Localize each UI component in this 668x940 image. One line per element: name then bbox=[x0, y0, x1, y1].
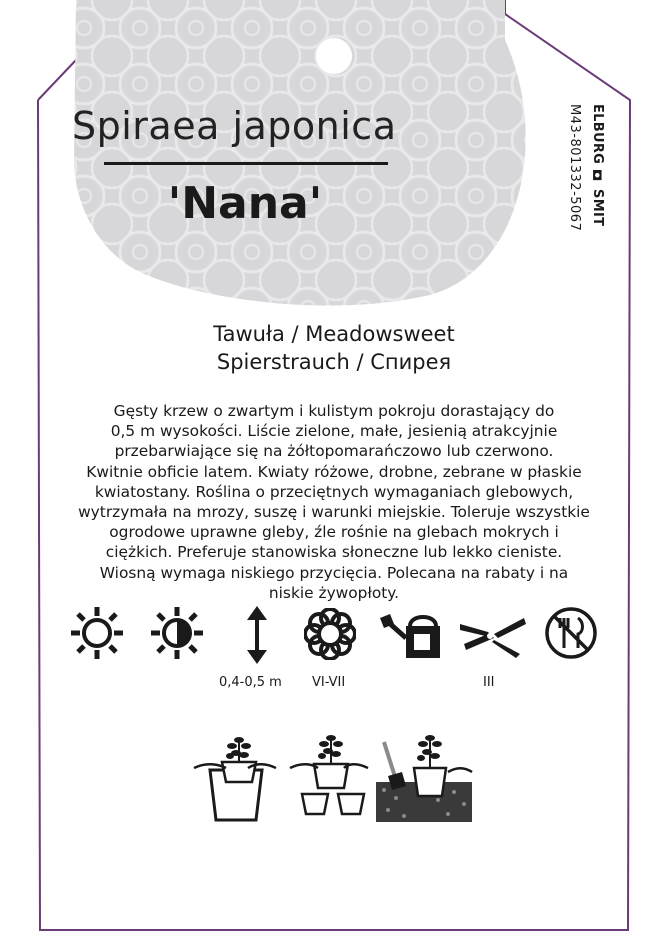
description-line: Kwitnie obficie latem. Kwiaty różowe, drobne, zebrane w płaskie bbox=[86, 462, 582, 481]
description-line: ciężkich. Preferuje stanowiska słoneczne lub lekko cieniste. bbox=[105, 543, 563, 562]
description-line: Wiosną wymaga niskiego przycięcia. Polecana na rabaty i na bbox=[99, 563, 569, 582]
half-shade-icon bbox=[150, 606, 204, 660]
description bbox=[60, 401, 608, 603]
description-line: wytrzymała na mrozy, suszę i warunki miejskie. Toleruje wszystkie bbox=[78, 503, 590, 522]
pruning-shears-icon bbox=[458, 614, 528, 658]
pruning-caption: III bbox=[483, 675, 495, 690]
common-names-line-1: Tawuła / Meadowsweet bbox=[213, 322, 455, 346]
common-names-line-2: Spierstrauch / Спирея bbox=[216, 350, 452, 374]
planting-step-1-illustration bbox=[192, 728, 278, 824]
product-code: M43-801332-5067 bbox=[567, 104, 582, 232]
description-line: 0,5 m wysokości. Liście zielone, małe, jesienią atrakcyjnie bbox=[110, 422, 558, 441]
description-line: niskie żywopłoty. bbox=[268, 583, 400, 602]
description-line: ogrodowe uprawne gleby, źle rośnie na glebach mokrych i bbox=[109, 523, 559, 542]
description-line: przebarwiające się na żółtopomarańczowo lub czerwono. bbox=[114, 442, 554, 461]
height-arrow-icon bbox=[242, 606, 272, 664]
sun-icon bbox=[70, 606, 124, 660]
flower-icon bbox=[304, 608, 356, 660]
planting-step-2-illustration bbox=[288, 728, 370, 820]
description-line: Gęsty krzew o zwartym i kulistym pokroju dorastający do bbox=[113, 402, 555, 420]
brand-name: ELBURG ◘ SMIT bbox=[590, 104, 605, 227]
not-edible-icon bbox=[544, 606, 598, 660]
hang-hole bbox=[316, 38, 352, 74]
latin-name: Spiraea japonica bbox=[72, 104, 397, 148]
height-caption: 0,4-0,5 m bbox=[219, 675, 282, 690]
cultivar-name: 'Nana' bbox=[167, 178, 323, 229]
planting-step-3-illustration bbox=[374, 728, 474, 824]
ornament-pattern bbox=[60, 0, 540, 330]
watering-can-icon bbox=[380, 612, 446, 660]
flowering-caption: VI-VII bbox=[312, 675, 346, 690]
description-line: kwiatostany. Roślina o przeciętnych wymaganiach glebowych, bbox=[94, 482, 574, 501]
title-divider bbox=[104, 162, 388, 165]
